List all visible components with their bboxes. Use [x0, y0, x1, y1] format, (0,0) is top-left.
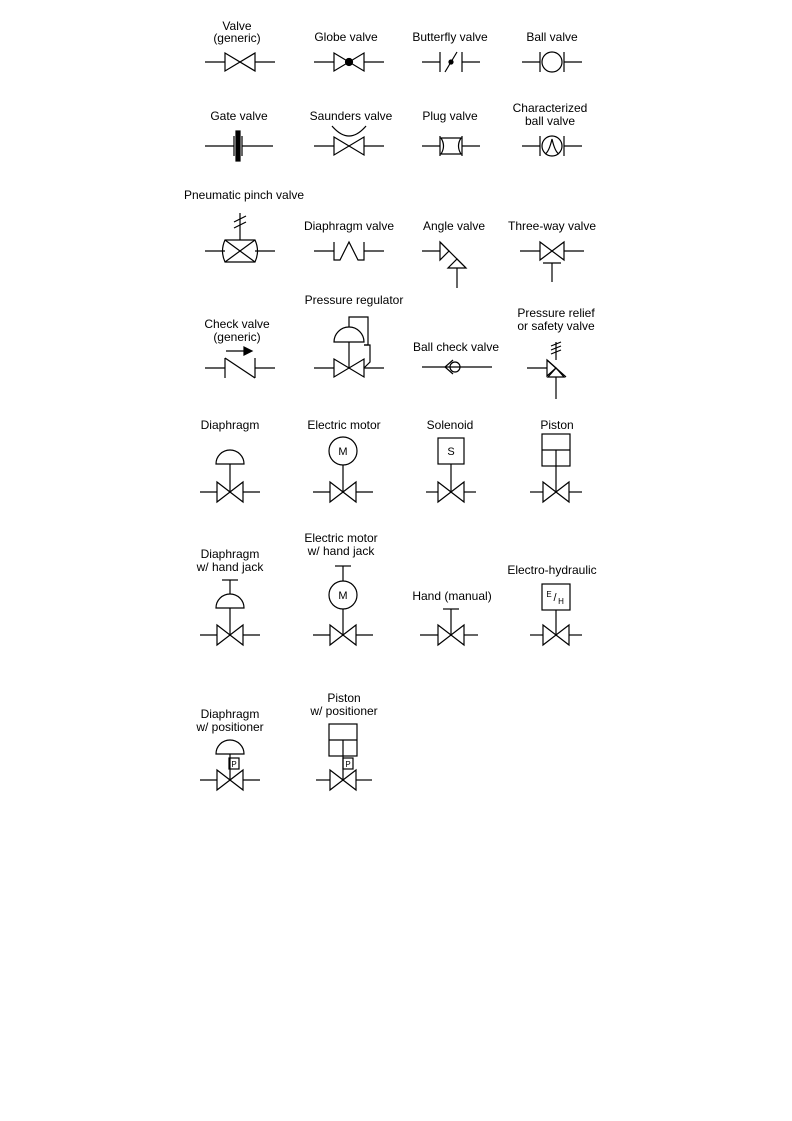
symbol-plug-valve: [422, 109, 480, 156]
label-hand-manual: Hand (manual): [412, 589, 492, 603]
saunders-valve-icon: [314, 126, 384, 155]
label-check-valve-line1: Check valve: [204, 317, 270, 331]
label-electro-hydraulic: Electro-hydraulic: [507, 563, 597, 577]
label-valve-generic-line1: Valve: [222, 19, 252, 33]
label-gate-valve: Gate valve: [210, 109, 268, 123]
solenoid-glyph-label: S: [447, 446, 455, 458]
globe-valve-icon: [314, 53, 384, 71]
diaphragm-handjack-icon: [200, 580, 260, 645]
symbol-diaphragm-positioner: [195, 707, 263, 790]
symbol-pressure-relief-valve: [517, 306, 595, 399]
label-check-valve-line2: (generic): [213, 330, 261, 344]
pressure-regulator-icon: [314, 317, 384, 377]
symbol-piston-positioner: [309, 691, 377, 790]
label-diaphragm-handjack-line2: w/ hand jack: [196, 560, 264, 574]
symbol-characterized-ball-valve: [513, 101, 588, 156]
label-piston-positioner-line2: w/ positioner: [310, 704, 378, 718]
diaphragm-actuator-icon: [200, 450, 260, 502]
label-pinch-valve: Pneumatic pinch valve: [184, 188, 305, 202]
symbol-electric-motor: [307, 418, 380, 502]
label-diaphragm-positioner-line1: Diaphragm: [200, 707, 260, 721]
label-piston: Piston: [540, 418, 574, 432]
symbol-pinch-valve: [184, 188, 304, 262]
piston-icon: [530, 434, 582, 502]
pressure-relief-valve-icon: [527, 342, 566, 399]
characterized-ball-valve-icon: [522, 136, 582, 156]
motor-handjack-glyph-label: M: [338, 590, 348, 602]
label-diaphragm-handjack-line1: Diaphragm: [200, 547, 260, 561]
label-valve-generic-line2: (generic): [213, 31, 261, 45]
symbol-ball-check-valve: [413, 340, 499, 374]
butterfly-valve-icon: [422, 52, 480, 72]
label-butterfly-valve: Butterfly valve: [412, 30, 488, 44]
valve-generic-icon: [205, 53, 275, 71]
motor-glyph-label: M: [338, 446, 348, 458]
symbol-diaphragm-actuator: [200, 418, 260, 502]
eh-glyph-slash: /: [553, 592, 557, 604]
symbol-gate-valve: [205, 109, 273, 161]
label-motor-handjack-line1: Electric motor: [304, 531, 378, 545]
label-relief-line1: Pressure relief: [517, 306, 595, 320]
symbol-valve-generic: [205, 19, 275, 71]
ball-valve-icon: [522, 52, 582, 72]
symbol-ball-valve: [522, 30, 582, 72]
piston-positioner-icon: [316, 724, 372, 790]
diaphragm-positioner-icon: [200, 740, 260, 790]
eh-glyph-top: E: [546, 590, 552, 599]
positioner-glyph-b: P: [345, 760, 351, 769]
symbol-electro-hydraulic: [507, 563, 596, 645]
symbol-diaphragm-handjack: [196, 547, 265, 645]
eh-glyph-bottom: H: [558, 597, 564, 606]
symbol-pressure-regulator: [305, 293, 404, 377]
label-pressure-regulator: Pressure regulator: [304, 293, 404, 307]
label-diaphragm: Diaphragm: [200, 418, 260, 432]
three-way-valve-icon: [520, 242, 584, 282]
symbol-butterfly-valve: [412, 30, 488, 72]
gate-valve-icon: [205, 131, 273, 161]
motor-handjack-icon: [313, 566, 373, 645]
label-ball-valve: Ball valve: [526, 30, 578, 44]
symbol-solenoid: [426, 418, 476, 502]
label-angle-valve: Angle valve: [422, 219, 486, 233]
ball-check-valve-icon: [422, 360, 492, 374]
label-piston-positioner-line1: Piston: [327, 691, 361, 705]
symbol-motor-handjack: [304, 531, 377, 645]
pinch-valve-icon: [205, 213, 275, 262]
label-saunders-valve: Saunders valve: [309, 109, 393, 123]
label-motor-handjack-line2: w/ hand jack: [307, 544, 375, 558]
symbol-diaphragm-valve: [304, 219, 394, 260]
diaphragm-valve-icon: [314, 242, 384, 260]
label-diaphragm-valve: Diaphragm valve: [303, 219, 395, 233]
symbol-three-way-valve: [508, 219, 596, 282]
symbol-hand-manual: [412, 589, 491, 645]
label-char-ball-line2: ball valve: [524, 114, 576, 128]
label-solenoid: Solenoid: [426, 418, 474, 432]
label-three-way-valve: Three-way valve: [507, 219, 597, 233]
symbol-check-valve: [204, 317, 275, 378]
check-valve-icon: [205, 347, 275, 378]
hand-manual-icon: [420, 609, 478, 645]
label-relief-line2: or safety valve: [517, 319, 595, 333]
plug-valve-icon: [422, 136, 480, 156]
positioner-glyph-a: P: [231, 760, 237, 769]
symbol-angle-valve: [422, 219, 485, 288]
label-ball-check-valve: Ball check valve: [412, 340, 500, 354]
label-char-ball-line1: Characterized: [512, 101, 588, 115]
angle-valve-icon: [422, 242, 466, 288]
label-diaphragm-positioner-line2: w/ positioner: [196, 720, 264, 734]
label-electric-motor: Electric motor: [307, 418, 381, 432]
symbol-saunders-valve: [310, 109, 393, 155]
symbol-globe-valve: [314, 30, 384, 71]
symbol-piston: [530, 418, 582, 502]
label-plug-valve: Plug valve: [422, 109, 478, 123]
label-globe-valve: Globe valve: [314, 30, 378, 44]
